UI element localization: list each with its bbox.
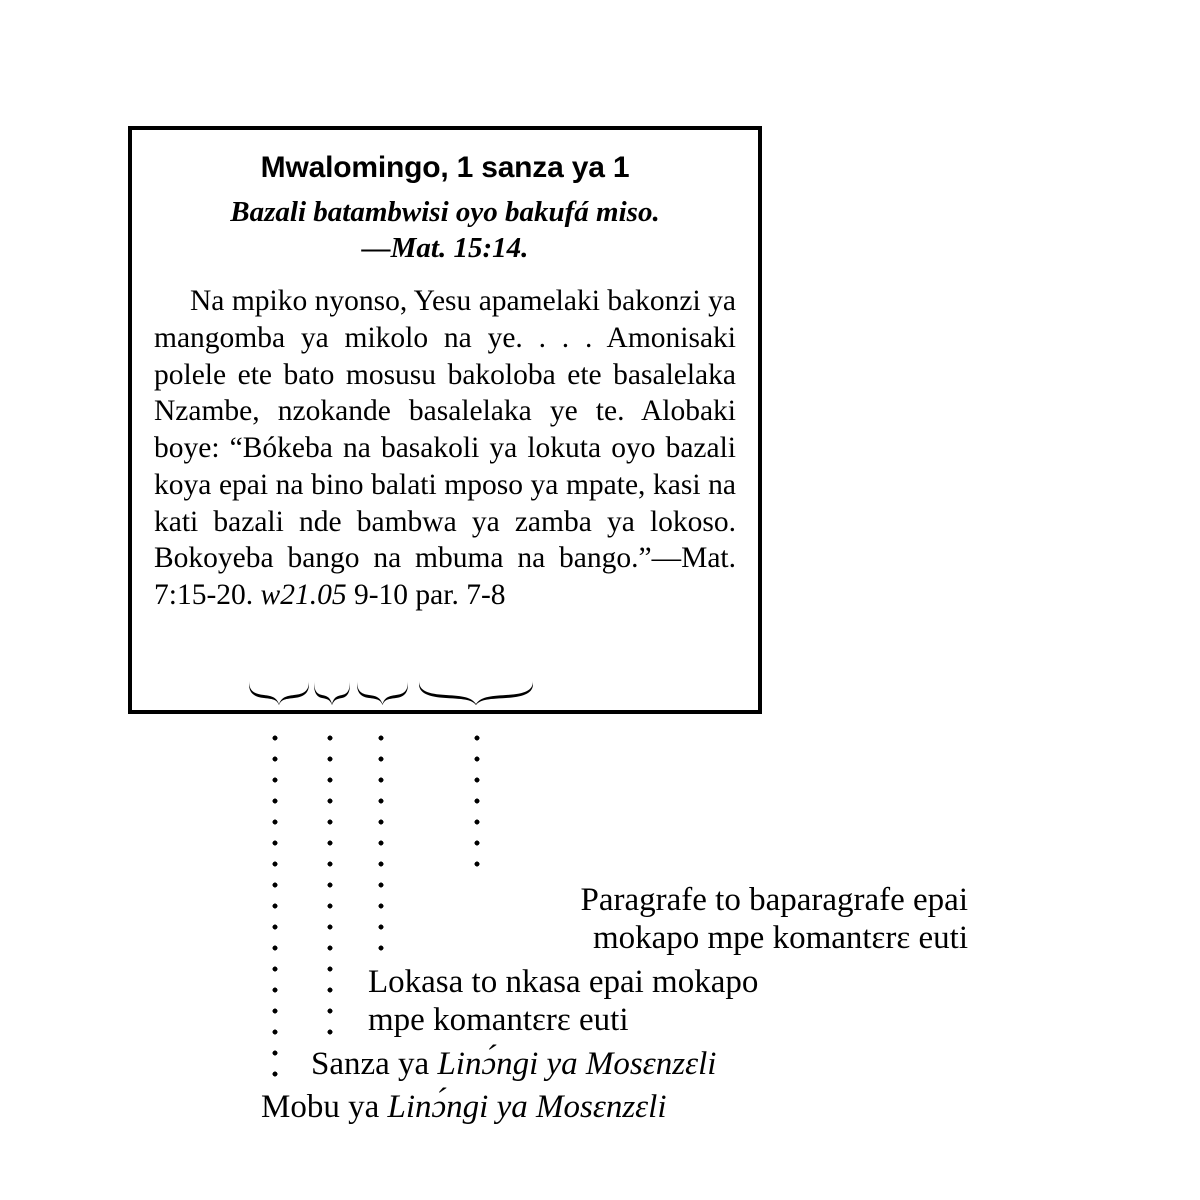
leader-line-month <box>327 735 333 1045</box>
daily-text-card <box>128 126 762 714</box>
legend-year-publication-title: Linɔ́ngi ya Mosɛnzɛli <box>387 1089 667 1125</box>
legend-year-prefix: Mobu ya <box>261 1089 388 1125</box>
brace-page-marker <box>356 679 409 705</box>
legend-month-publication-title: Linɔ́ngi ya Mosɛnzɛli <box>437 1046 717 1082</box>
legend-month-label <box>311 1045 716 1083</box>
leader-line-year <box>272 735 278 1087</box>
legend-paragraph-line2: mokapo mpe komantɛrɛ euti <box>592 920 968 957</box>
publication-reference: w21.05 <box>260 579 347 612</box>
legend-page-line1: Lokasa to nkasa epai mokapo <box>368 964 759 1000</box>
brace-paragraph-marker <box>418 679 534 705</box>
leader-line-page <box>378 735 384 961</box>
legend-year-label <box>261 1088 667 1126</box>
body-text-main: Na mpiko nyonso, Yesu apamelaki bakonzi ya mangomba ya mikolo na ye. . . . Amonisaki polele ete bato mosusu bakoloba ete basalelaka Nzambe, nzokande basalelaka ye te. Alobaki boye: “Bókeba na basakoli ya lokuta oyo bazali koya epai na bino balati mposo ya mpate, kasi na kati bazali nde bambwa ya zamba ya lokoso. Bokoyeba bango na mbuma na bango.”—Mat. 7:15-20. <box>154 285 736 612</box>
theme-scripture-text: Bazali batambwisi oyo bakufá miso. <box>230 196 660 229</box>
day-heading: Mwalomingo, 1 sanza ya 1 <box>260 151 630 184</box>
body-text-citation-tail: 9-10 par. 7-8 <box>346 579 506 612</box>
theme-scripture-citation: —Mat. 15:14. <box>361 232 529 265</box>
legend-paragraph-label <box>466 881 968 958</box>
theme-scripture <box>154 195 736 267</box>
legend-month-prefix: Sanza ya <box>311 1046 438 1082</box>
brace-year-marker <box>248 679 310 705</box>
brace-month-marker <box>313 679 351 705</box>
legend-page-label <box>368 963 758 1040</box>
legend-paragraph-line1: Paragrafe to baparagrafe epai <box>580 882 968 918</box>
daily-text-body <box>154 283 736 613</box>
legend-page-line2: mpe komantɛrɛ euti <box>368 1002 629 1039</box>
leader-line-paragraph <box>474 735 480 877</box>
